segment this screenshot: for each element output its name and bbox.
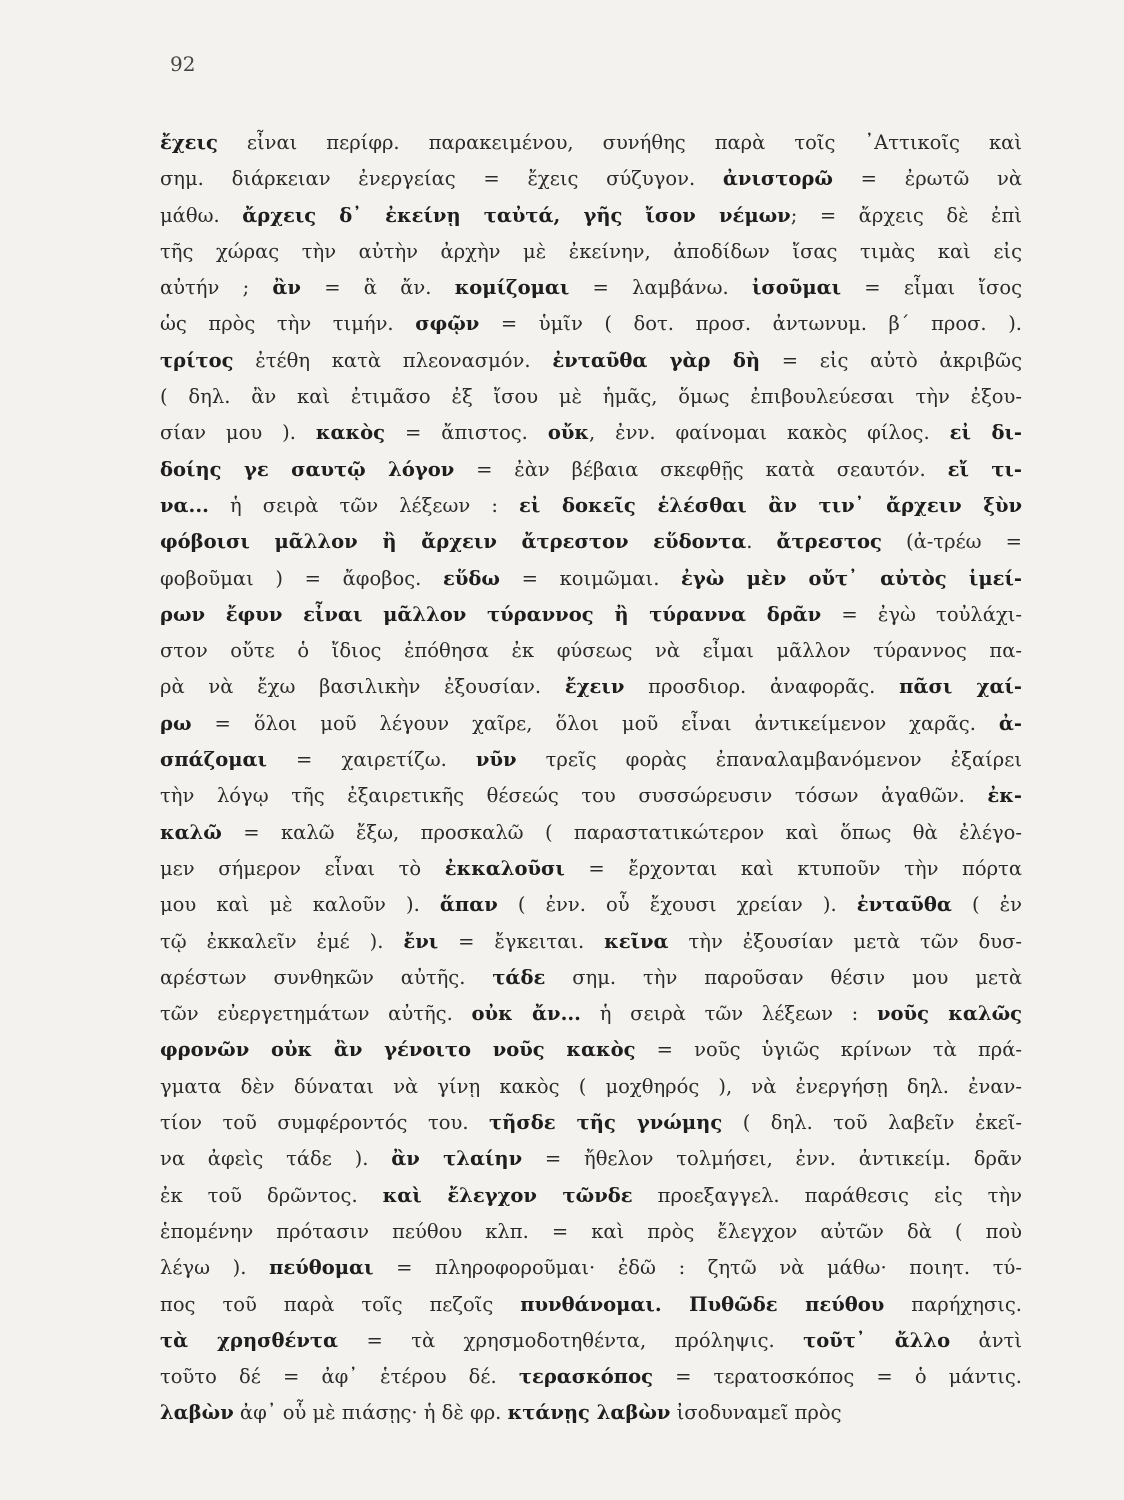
gloss-text: τὴν ἐξουσίαν μετὰ τῶν δυσ-: [668, 929, 1022, 953]
gloss-text: μάθω.: [160, 203, 243, 227]
text-line: [160, 597, 1022, 633]
lemma: ἄρχεις δ᾿ ἐκείνῃ ταὐτά, γῆς ἴσον νέμων: [242, 203, 791, 227]
gloss-text: τὴν λόγῳ τῆς ἐξαιρετικῆς θέσεώς του συσσώρευσιν τόσων ἀγαθῶν.: [160, 784, 988, 808]
text-line: [160, 851, 1022, 887]
lemma: φόβοισι μᾶλλον ἢ ἄρχειν ἄτρεστον εὕδοντα: [160, 530, 747, 554]
lemma: κτάνῃς λαβὼν: [507, 1401, 671, 1425]
gloss-text: = εἰς αὐτὸ ἀκριβῶς: [760, 348, 1022, 372]
text-line: [160, 924, 1022, 960]
gloss-text: προεξαγγελ. παράθεσις εἰς τὴν: [632, 1183, 1022, 1207]
gloss-text: ἀφ᾿ οὗ μὲ πιάσῃς· ἡ δὲ φρ.: [233, 1401, 508, 1425]
lemma: ρων ἔφυν εἶναι μᾶλλον τύραννος ἢ τύραννα δρᾶν: [160, 602, 822, 626]
gloss-text: ( δηλ. τοῦ λαβεῖν ἐκεῖ-: [722, 1111, 1022, 1135]
gloss-text: ; = ἄρχεις δὲ ἐπὶ: [790, 203, 1022, 227]
text-line: [160, 960, 1022, 996]
text-line: [160, 306, 1022, 342]
lemma: νῦν: [475, 748, 517, 772]
gloss-text: παρήχησις.: [884, 1292, 1022, 1316]
lemma: να...: [160, 493, 209, 517]
text-line: [160, 1287, 1022, 1323]
text-line: [160, 1105, 1022, 1141]
lemma: τάδε: [492, 965, 546, 989]
lemma: σπάζομαι: [160, 748, 267, 772]
lemma: οὐκ ἄν...: [471, 1002, 581, 1026]
lemma: εὕδω: [442, 566, 500, 590]
lemma: τοῦτ᾿ ἄλλο: [803, 1328, 951, 1352]
gloss-text: σημ. τὴν παροῦσαν θέσιν μου μετὰ: [545, 965, 1022, 989]
gloss-text: τῆς χώρας τὴν αὐτὴν ἀρχὴν μὲ ἐκείνην, ἀποδίδων ἴσας τιμὰς καὶ εἰς: [160, 239, 1022, 263]
lemma: ἄτρεστος: [776, 530, 882, 554]
gloss-text: = χαιρετίζω.: [266, 748, 476, 772]
lemma: ἐνταῦθα: [856, 893, 952, 917]
gloss-text: προσδιορ. ἀναφορᾶς.: [624, 675, 900, 699]
text-line: [160, 996, 1022, 1032]
gloss-text: , ἐνν. φαίνομαι κακὸς φίλος.: [589, 421, 950, 445]
text-line: [160, 669, 1022, 705]
gloss-text: = τὰ χρησμοδοτηθέντα, πρόληψις.: [338, 1328, 804, 1352]
lemma: εἴ τι-: [947, 457, 1022, 481]
lemma: εἰ δι-: [949, 421, 1022, 445]
gloss-text: = ὑμῖν ( δοτ. προσ. ἀντωνυμ. β΄ προσ. ).: [479, 312, 1022, 336]
text-line: [160, 1323, 1022, 1359]
text-line: [160, 1250, 1022, 1286]
gloss-text: = ἐὰν βέβαια σκεφθῇς κατὰ σεαυτόν.: [454, 457, 948, 481]
text-line: [160, 1141, 1022, 1177]
lemma: πυνθάνομαι. Πυθῶδε πεύθου: [520, 1292, 885, 1316]
gloss-text: σημ. διάρκειαν ἐνεργείας = ἔχεις σύζυγον.: [160, 167, 723, 191]
text-line: [160, 633, 1022, 669]
text-line: [160, 778, 1022, 814]
gloss-text: τίον τοῦ συμφέροντός του.: [160, 1111, 490, 1135]
text-line: [160, 1395, 1022, 1431]
gloss-text: = ἤθελον τολμήσει, ἐνν. ἀντικείμ. δρᾶν: [522, 1147, 1022, 1171]
lemma: ἂν τλαίην: [391, 1147, 523, 1171]
lemma: κακὸς: [315, 421, 386, 445]
gloss-text: = πληροφοροῦμαι· ἐδῶ : ζητῶ νὰ μάθω· ποιητ. τύ-: [373, 1256, 1022, 1280]
lemma: ἀνιστορῶ: [722, 167, 833, 191]
text-line: [160, 198, 1022, 234]
lemma: ἐκ-: [987, 784, 1022, 808]
text-line: [160, 815, 1022, 851]
gloss-text: = τερατοσκόπος = ὁ μάντις.: [652, 1365, 1022, 1389]
gloss-text: ἡ σειρὰ τῶν λέξεων :: [580, 1002, 877, 1026]
gloss-text: = εἶμαι ἴσος: [841, 276, 1022, 300]
gloss-text: ρὰ νὰ ἔχω βασιλικὴν ἐξουσίαν.: [160, 675, 565, 699]
gloss-text: = κοιμῶμαι.: [499, 566, 682, 590]
lemma: τρίτος: [160, 348, 234, 372]
gloss-text: ἰσοδυναμεῖ πρὸς: [670, 1401, 842, 1425]
lemma: κομίζομαι: [454, 276, 570, 300]
gloss-text: = καλῶ ἔξω, προσκαλῶ ( παραστατικώτερον καὶ ὅπως θὰ ἐλέγο-: [221, 820, 1022, 844]
gloss-text: ἐκ τοῦ δρῶντος.: [160, 1183, 383, 1207]
lemma: ἔχειν: [564, 675, 625, 699]
gloss-text: στον οὔτε ὁ ἴδιος ἐπόθησα ἐκ φύσεως νὰ εἶμαι μᾶλλον τύραννος πα-: [160, 639, 1022, 663]
gloss-text: ἐτέθη κατὰ πλεονασμόν.: [233, 348, 553, 372]
gloss-text: τρεῖς φορὰς ἐπαναλαμβανόμενον ἐξαίρει: [516, 748, 1022, 772]
gloss-text: αρέστων συνθηκῶν αὐτῆς.: [160, 965, 493, 989]
gloss-text: ( ἐν: [951, 893, 1022, 917]
lemma: τερασκόπος: [518, 1365, 653, 1389]
text-line: [160, 415, 1022, 451]
lemma: ρω: [160, 711, 192, 735]
lemma: ἐγὼ μὲν οὔτ᾿ αὐτὸς ἱμεί-: [681, 566, 1022, 590]
lemma: ἐνταῦθα γὰρ δὴ: [552, 348, 761, 372]
gloss-text: ( δηλ. ἂν καὶ ἐτιμᾶσο ἐξ ἴσου μὲ ἡμᾶς, ὅμως ἐπιβουλεύεσαι τὴν ἐξου-: [160, 385, 1022, 409]
lemma: εἰ δοκεῖς ἑλέσθαι ἂν τιν᾿ ἄρχειν ξὺν: [519, 493, 1022, 517]
text-line: [160, 161, 1022, 197]
gloss-text: λέγω ).: [160, 1256, 270, 1280]
gloss-text: μεν σήμερον εἶναι τὸ: [160, 856, 445, 880]
lemma: νοῦς καλῶς: [877, 1002, 1022, 1026]
gloss-text: να ἀφεὶς τάδε ).: [160, 1147, 392, 1171]
lemma: δοίης γε σαυτῷ λόγον: [160, 457, 455, 481]
text-line: [160, 1359, 1022, 1395]
lemma: πεύθομαι: [269, 1256, 374, 1280]
text-line: [160, 452, 1022, 488]
gloss-text: = ἐρωτῶ νὰ: [832, 167, 1022, 191]
gloss-text: αὐτήν ;: [160, 276, 273, 300]
lemma: φρονῶν οὐκ ἂν γένοιτο νοῦς κακὸς: [160, 1038, 636, 1062]
text-line: [160, 488, 1022, 524]
lemma: σφῷν: [415, 312, 480, 336]
lemma: οὔκ: [547, 421, 589, 445]
text-line: [160, 1178, 1022, 1214]
text-line: [160, 706, 1022, 742]
text-line: [160, 1069, 1022, 1105]
gloss-text: ἀντὶ: [950, 1328, 1022, 1352]
lemma: τὰ χρησθέντα: [160, 1328, 339, 1352]
text-line: [160, 742, 1022, 778]
lemma: ἀ-: [998, 711, 1022, 735]
gloss-text: = λαμβάνω.: [569, 276, 752, 300]
text-line: [160, 379, 1022, 415]
lemma: πᾶσι χαί-: [899, 675, 1022, 699]
gloss-text: εἶναι περίφρ. παρακειμένου, συνήθης παρὰ τοῖς ᾿Αττικοῖς καὶ: [217, 131, 1022, 154]
gloss-text: φοβοῦμαι ) = ἄφοβος.: [160, 566, 443, 590]
lemma: τῆσδε τῆς γνώμης: [489, 1111, 723, 1135]
gloss-text: τοῦτο δέ = ἀφ᾿ ἑτέρου δέ.: [160, 1365, 519, 1389]
lemma: ἔνι: [403, 929, 439, 953]
lemma: λαβὼν: [160, 1401, 234, 1425]
lemma: ἂν: [272, 276, 301, 300]
gloss-text: τῷ ἐκκαλεῖν ἐμέ ).: [160, 929, 404, 953]
gloss-text: μου καὶ μὲ καλοῦν ).: [160, 893, 440, 917]
lemma: ἐκκαλοῦσι: [444, 856, 565, 880]
text-line: [160, 1032, 1022, 1068]
lemma: καὶ ἔλεγχον τῶνδε: [382, 1183, 633, 1207]
lemma: κεῖνα: [604, 929, 669, 953]
text-line: [160, 270, 1022, 306]
lemma: ἅπαν: [439, 893, 498, 917]
lemma: ἔχεις: [160, 131, 218, 154]
gloss-text: = ἔρχονται καὶ κτυποῦν τὴν πόρτα: [564, 856, 1022, 880]
gloss-text: = ὅλοι μοῦ λέγουν χαῖρε, ὅλοι μοῦ εἶναι ἀντικείμενον χαρᾶς.: [191, 711, 999, 735]
lemma: καλῶ: [160, 820, 222, 844]
text-line: [160, 343, 1022, 379]
gloss-text: πος τοῦ παρὰ τοῖς πεζοῖς: [160, 1292, 521, 1316]
text-line: [160, 887, 1022, 923]
gloss-text: τῶν εὐεργετημάτων αὐτῆς.: [160, 1002, 472, 1026]
gloss-text: (ἀ-τρέω =: [881, 530, 1022, 554]
gloss-text: = ἔγκειται.: [438, 929, 605, 953]
page-number: 92: [170, 52, 196, 76]
gloss-text: ἡ σειρὰ τῶν λέξεων :: [208, 493, 520, 517]
gloss-text: σίαν μου ).: [160, 421, 316, 445]
text-line: [160, 561, 1022, 597]
commentary-text: [160, 125, 1022, 1432]
gloss-text: = ἐγὼ τοὐλάχι-: [821, 602, 1022, 626]
gloss-text: = ἄπιστος.: [385, 421, 548, 445]
text-line: [160, 1214, 1022, 1250]
gloss-text: ( ἐνν. οὗ ἔχουσι χρείαν ).: [497, 893, 857, 917]
lemma: ἰσοῦμαι: [751, 276, 842, 300]
text-line: [160, 125, 1022, 161]
gloss-text: ἑπομένην πρότασιν πεύθου κλπ. = καὶ πρὸς ἔλεγχον αὐτῶν δὰ ( ποὺ: [160, 1219, 1022, 1243]
text-line: [160, 234, 1022, 270]
gloss-text: ὡς πρὸς τὴν τιμήν.: [160, 312, 416, 336]
gloss-text: γματα δὲν δύναται νὰ γίνῃ κακὸς ( μοχθηρός ), νὰ ἐνεργήσῃ δηλ. ἐναν-: [160, 1074, 1022, 1098]
gloss-text: = νοῦς ὑγιῶς κρίνων τὰ πρά-: [635, 1038, 1022, 1062]
gloss-text: .: [746, 530, 777, 554]
text-line: [160, 524, 1022, 560]
gloss-text: = ἃ ἄν.: [300, 276, 455, 300]
